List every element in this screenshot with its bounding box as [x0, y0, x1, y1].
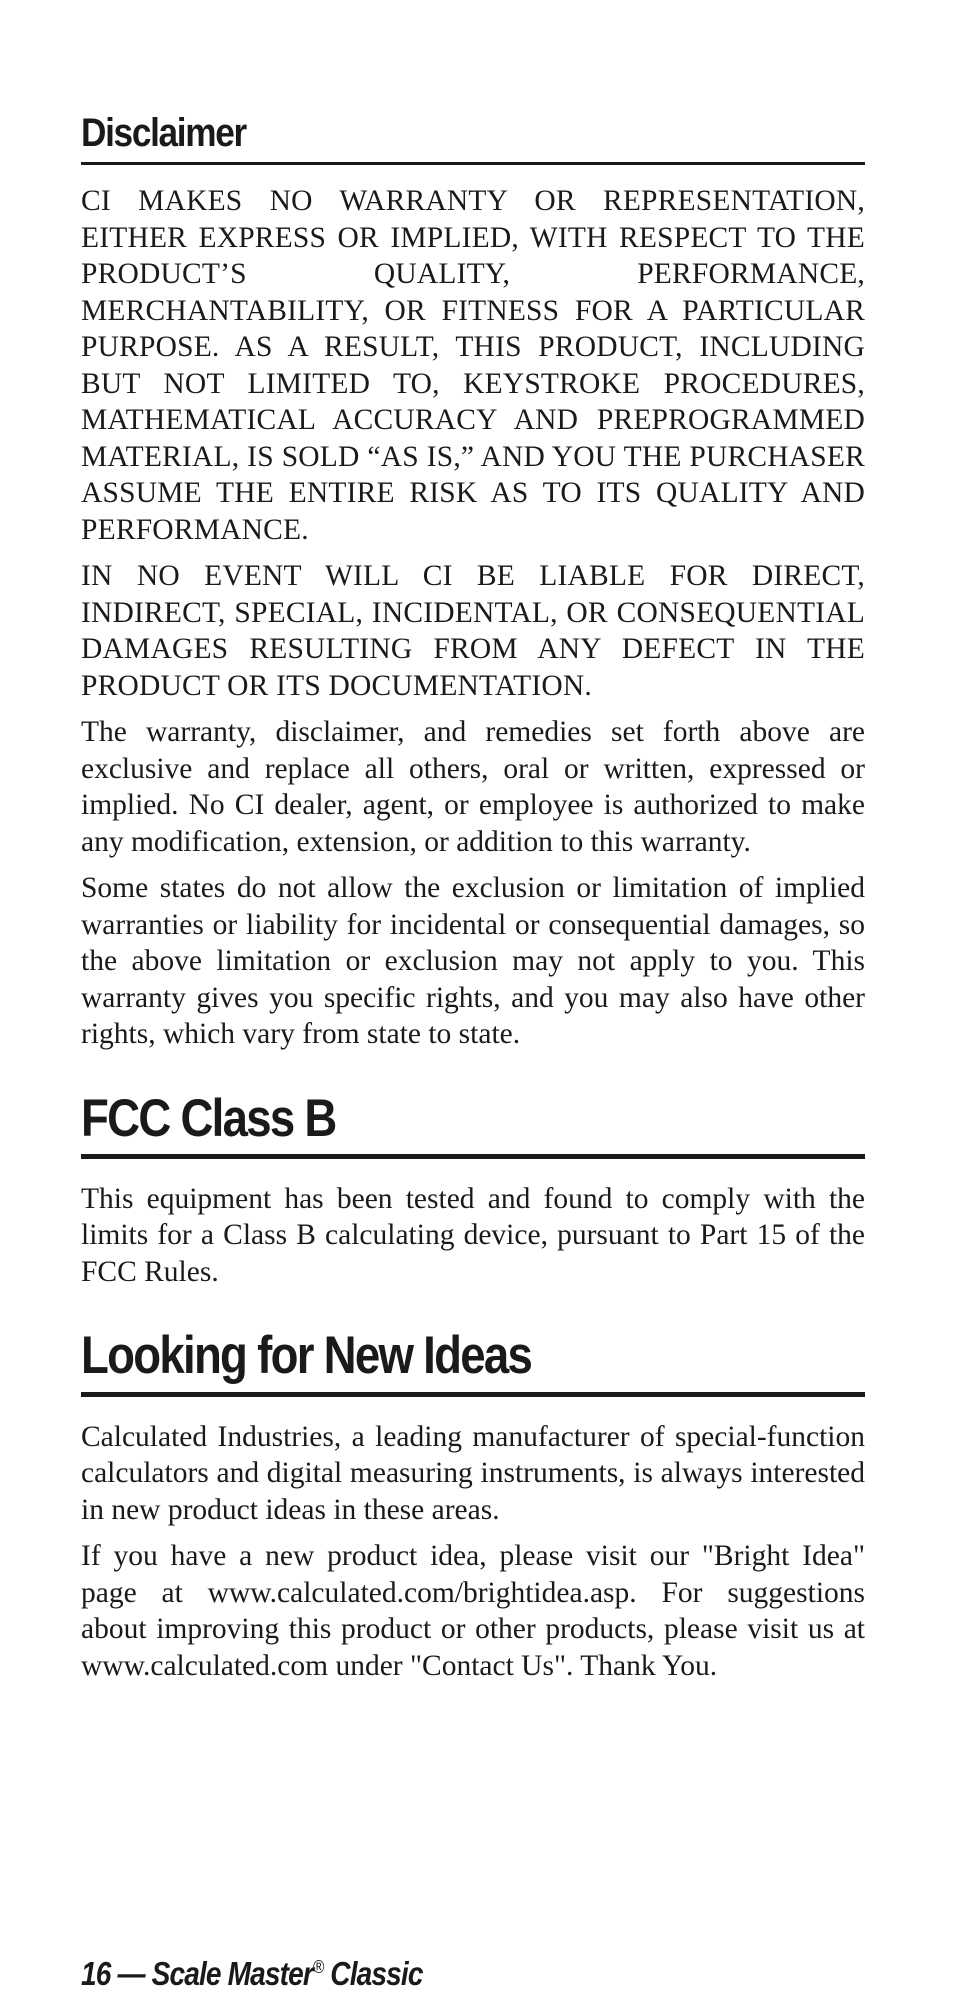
product-name: Scale Master	[151, 1955, 313, 1992]
disclaimer-paragraph-2: IN NO EVENT WILL CI BE LIABLE FOR DIRECT, INDIRECT, SPECIAL, INCIDENTAL, OR CONSEQUENTIAL DAMAGES RESULTING FROM ANY DEFECT IN THE PRODUCT OR ITS DOCUMENTATION.	[81, 560, 865, 702]
registered-mark: ®	[312, 1957, 324, 1977]
disclaimer-paragraph-1: CI MAKES NO WARRANTY OR REPRESENTATION, EITHER EXPRESS OR IMPLIED, WITH RESPECT TO THE PRODUCT’S QUALITY, PERFORMANCE, MERCHANTABILITY, OR FITNESS FOR A PARTICULAR PURPOSE. AS A RESULT, THIS PRODUCT, INCLUDING BUT NOT LIMITED TO, KEYSTROKE PROCEDURES, MATHEMATICAL ACCURACY AND PREPROGRAMMED MATERIAL, IS SOLD “AS IS,” AND YOU THE PURCHASER ASSUME THE ENTIRE RISK AS TO ITS QUALITY AND PERFORMANCE.	[81, 185, 865, 546]
fcc-paragraph-1: This equipment has been tested and found to comply with the limits for a Class B calculating device, pursuant to Part 15 of the FCC Rules.	[81, 1182, 865, 1288]
product-suffix: Classic	[330, 1955, 423, 1992]
ideas-paragraph-1: Calculated Industries, a leading manufacturer of special-function calculators and digital measuring instruments, is always interested in new product ideas in these areas.	[81, 1420, 865, 1526]
fcc-section	[81, 1089, 865, 1291]
disclaimer-heading: Disclaimer	[81, 111, 246, 155]
disclaimer-paragraph-3: The warranty, disclaimer, and remedies set forth above are exclusive and replace all others, oral or written, expressed or implied. No CI dealer, agent, or employee is authorized to make any modification, extension, or addition to this warranty.	[81, 716, 865, 858]
ideas-paragraph-2: If you have a new product idea, please visit our "Bright Idea" page at www.calculated.com/brightidea.asp. For suggestions about improving this product or other products, please visit us at www.calculated.com under "Contact Us". Thank You.	[81, 1540, 865, 1682]
fcc-heading: FCC Class B	[81, 1088, 336, 1148]
ideas-section	[81, 1326, 865, 1684]
page-footer	[81, 1955, 423, 1993]
disclaimer-section	[81, 110, 865, 1053]
disclaimer-rule	[81, 162, 865, 165]
fcc-rule	[81, 1154, 865, 1159]
page-number: 16	[81, 1955, 111, 1992]
footer-separator: —	[117, 1955, 145, 1992]
manual-page	[81, 110, 865, 1694]
ideas-rule	[81, 1392, 865, 1397]
disclaimer-paragraph-4: Some states do not allow the exclusion or limitation of implied warranties or liability for incidental or consequential damages, so the above limitation or exclusion may not apply to you. This warranty gives you specific rights, and you may also have other rights, which vary from state to state.	[81, 872, 865, 1050]
ideas-heading: Looking for New Ideas	[81, 1326, 532, 1386]
